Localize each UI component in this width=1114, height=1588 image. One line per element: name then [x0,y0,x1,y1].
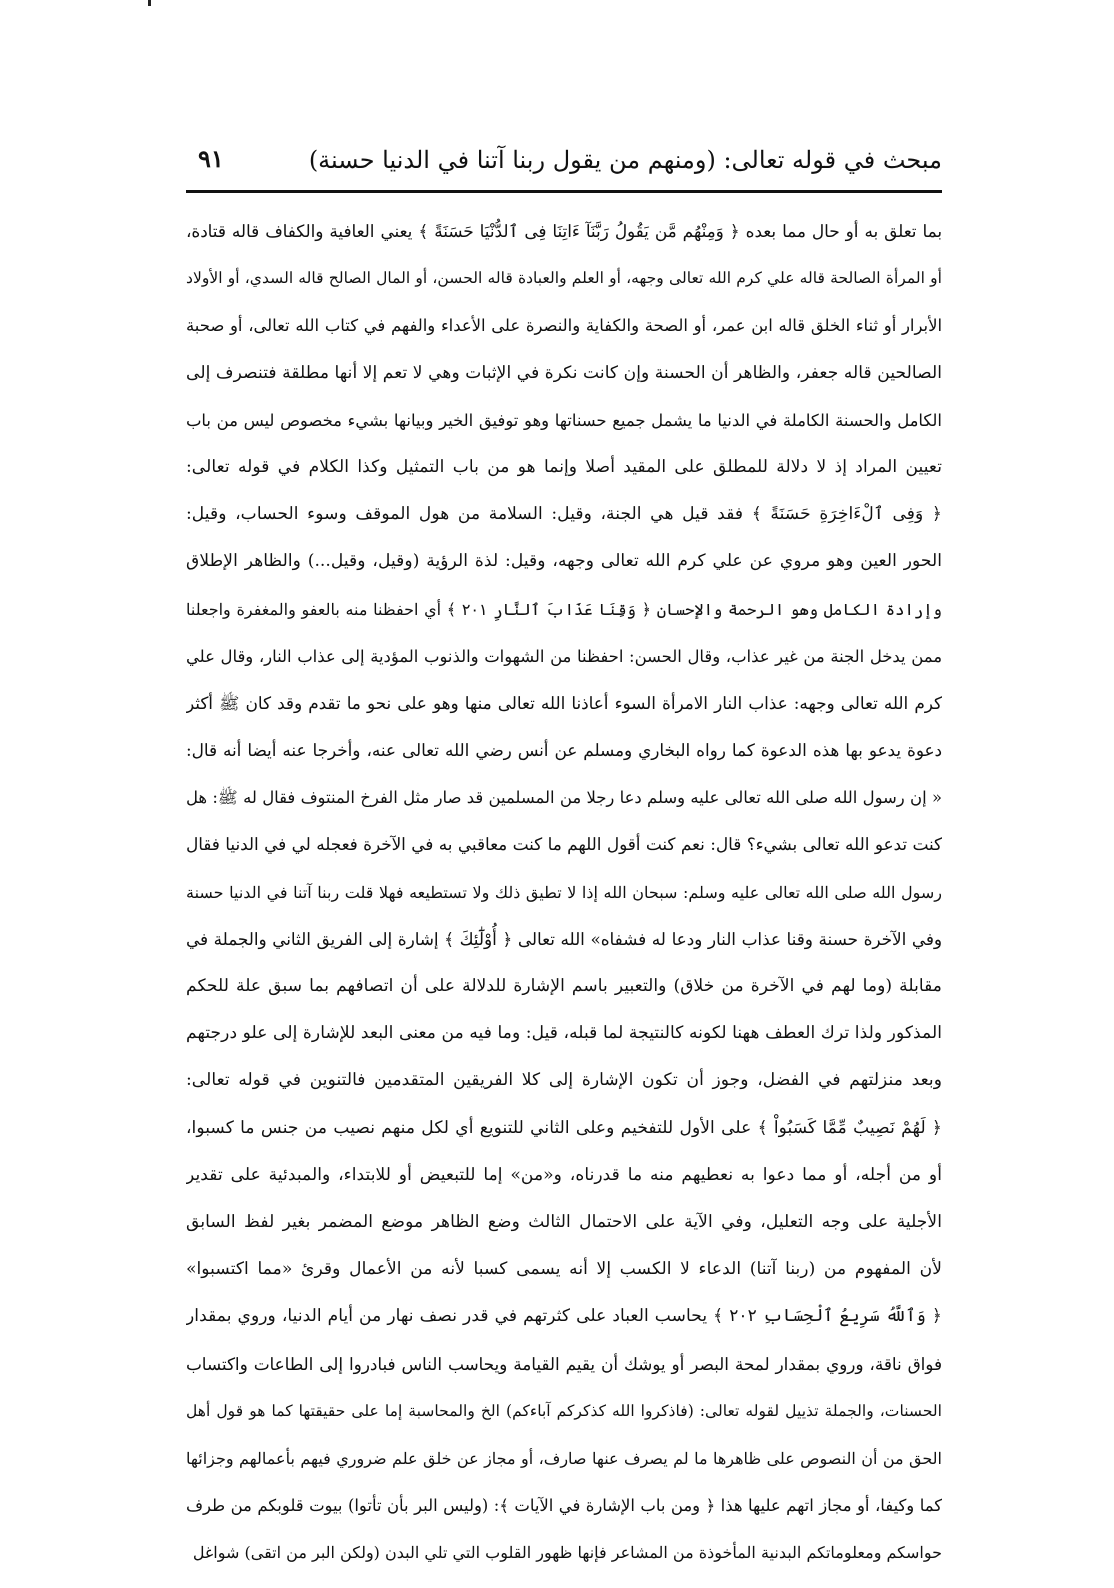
text-line: الصالحين قاله جعفر، والظاهر أن الحسنة وإن كانت نكرة في الإثبات وهي لا تعم إلا أنها مطلقة فتنصرف إلى [186,362,942,383]
text-line: كنت تدعو الله تعالى بشيء؟ قال: نعم كنت أقول اللهم ما كنت معاقبي به في الآخرة فعجله لي في الدنيا فقال [186,834,942,855]
text-line: ﴿ لَهُمْ نَصِيبٌ مِّمَّا كَسَبُواْ ﴾ على الأول للتفخيم وعلى الثاني للتنويع أي لكل منهم نصيب من جنس ما كسبوا، [186,1117,942,1138]
text-line: « إن رسول الله صلى الله تعالى عليه وسلم دعا رجلا من المسلمين قد صار مثل الفرخ المنتوف فقال له ﷺ: هل [186,788,942,808]
page-number: ٩١ [198,144,224,173]
text-line: المذكور ولذا ترك العطف ههنا لكونه كالنتيجة لما قبله، قيل: وما فيه من معنى البعد للإشارة إلى علو درجتهم [186,1023,942,1044]
text-line: لأن المفهوم من (ربنا آتنا) الدعاء لا الكسب إلا أنه يسمى كسبا لأنه من الأعمال وقرئ «مما اكتسبوا» [186,1259,942,1280]
text-line: تعيين المراد إذ لا دلالة للمطلق على المقيد أصلا وإنما هو من باب التمثيل وكذا الكلام في قوله تعالى: [186,456,942,477]
text-line: أو المرأة الصالحة قاله علي كرم الله تعالى وجهه، أو العلم والعبادة قاله الحسن، أو المال الصالح قاله السدي، أو الأولاد [186,269,942,288]
text-line: وفي الآخرة حسنة وقنا عذاب النار ودعا له فشفاه» الله تعالى ﴿ أُوْلَٰٓئِكَ ﴾ إشارة إلى الفريق الثاني والجملة في [186,928,942,949]
text-line: رسول الله صلى الله تعالى عليه وسلم: سبحان الله إذا لا تطيق ذلك ولا تستطيعه فهلا قلت ربنا آتنا في الدنيا حسنة [186,882,942,902]
header-rule [186,190,942,193]
corner-mark [148,0,151,6]
text-line: مقابلة (وما لهم في الآخرة من خلاق) والتعبير باسم الإشارة للدلالة على أن اتصافهم بما سبق علة للحكم [186,976,942,996]
text-line: وإرادة الكامل وهو الرحمة والإحسان ﴿ وَقِنَا عَذَابَ ٱلنَّارِ ٢٠١ ﴾ أي احفظنا منه بالعفو والمغفرة واجعلنا [186,599,942,619]
text-line: الأجلية على وجه التعليل، وفي الآية على الاحتمال الثالث وضع الظاهر موضع المضمر بغير لفظ السابق [186,1211,942,1232]
text-line: الحق من أن النصوص على ظاهرها ما لم يصرف عنها صارف، أو مجاز عن خلق علم ضروري فيهم بأعمالهم وجزائها [186,1448,942,1468]
text-line: حواسكم ومعلوماتكم البدنية المأخوذة من المشاعر فإنها ظهور القلوب التي تلي البدن (ولكن البر من اتقى) شواغل [192,1543,942,1563]
text-line: فواق ناقة، وروي بمقدار لمحة البصر أو يوشك أن يقيم القيامة ويحاسب الناس فبادروا إلى الطاعات واكتساب [186,1353,942,1374]
text-line: ﴿ وَٱللَّهُ سَرِيعُ ٱلْحِسَابِ ٢٠٢ ﴾ يحاسب العباد على كثرتهم في قدر نصف نهار من أيام الدنيا، وروي بمقدار [186,1306,942,1327]
text-line: كما وكيفا، أو مجاز اتهم عليها هذا ﴿ ومن باب الإشارة في الآيات ﴾: (وليس البر بأن تأتوا) بيوت قلوبكم من طرف [186,1496,942,1516]
text-line: الحور العين وهو مروي عن علي كرم الله تعالى وجهه، وقيل: لذة الرؤية (وقيل، وقيل...) والظاهر الإطلاق [186,551,942,572]
text-line: وبعد منزلتهم في الفضل، وجوز أن تكون الإشارة إلى كلا الفريقين المتقدمين فالتنوين في قوله تعالى: [186,1070,942,1091]
text-line: كرم الله تعالى وجهه: عذاب النار الامرأة السوء أعاذنا الله تعالى منها وهو على نحو ما تقدم وقد كان ﷺ أكثر [186,692,942,713]
text-line: ممن يدخل الجنة من غير عذاب، وقال الحسن: احفظنا من الشهوات والذنوب المؤدية إلى عذاب النار، وقال علي [186,646,942,666]
text-line: الأبرار أو ثناء الخلق قاله ابن عمر، أو الصحة والكفاية والنصرة على الأعداء والفهم في كتاب الله تعالى، أو صحبة [186,316,942,336]
text-line: الكامل والحسنة الكاملة في الدنيا ما يشمل جميع حسناتها وهو توفيق الخير وبيانها بشيء مخصوص ليس من باب [186,410,942,430]
header-title: مبحث في قوله تعالى: (ومنهم من يقول ربنا آتنا في الدنيا حسنة) [308,146,942,174]
page-header [186,140,942,184]
text-line: أو من أجله، أو مما دعوا به نعطيهم منه ما قدرناه، و«من» إما للتبعيض أو للابتداء، والمبدئية على تقدير [186,1164,942,1185]
text-line: دعوة يدعو بها هذه الدعوة كما رواه البخاري ومسلم عن أنس رضي الله تعالى عنه، وأخرجا عنه أيضا أنه قال: [186,740,942,761]
body-text [186,208,942,1576]
text-line: بما تعلق به أو حال مما بعده ﴿ وَمِنْهُم مَّن يَقُولُ رَبَّنَآ ءَاتِنَا فِى ٱلدُّنْيَا حَسَنَةً ﴾ يعني العافية والكفاف قاله قتادة، [186,221,942,241]
text-line: الحسنات، والجملة تذييل لقوله تعالى: (فاذكروا الله كذكركم آباءكم) الخ والمحاسبة إما على حقيقتها كما هو قول أهل [186,1401,942,1420]
text-line: ﴿ وَفِى ٱلْءَاخِرَةِ حَسَنَةً ﴾ فقد قيل هي الجنة، وقيل: السلامة من هول الموقف وسوء الحساب، وقيل: [186,504,942,525]
